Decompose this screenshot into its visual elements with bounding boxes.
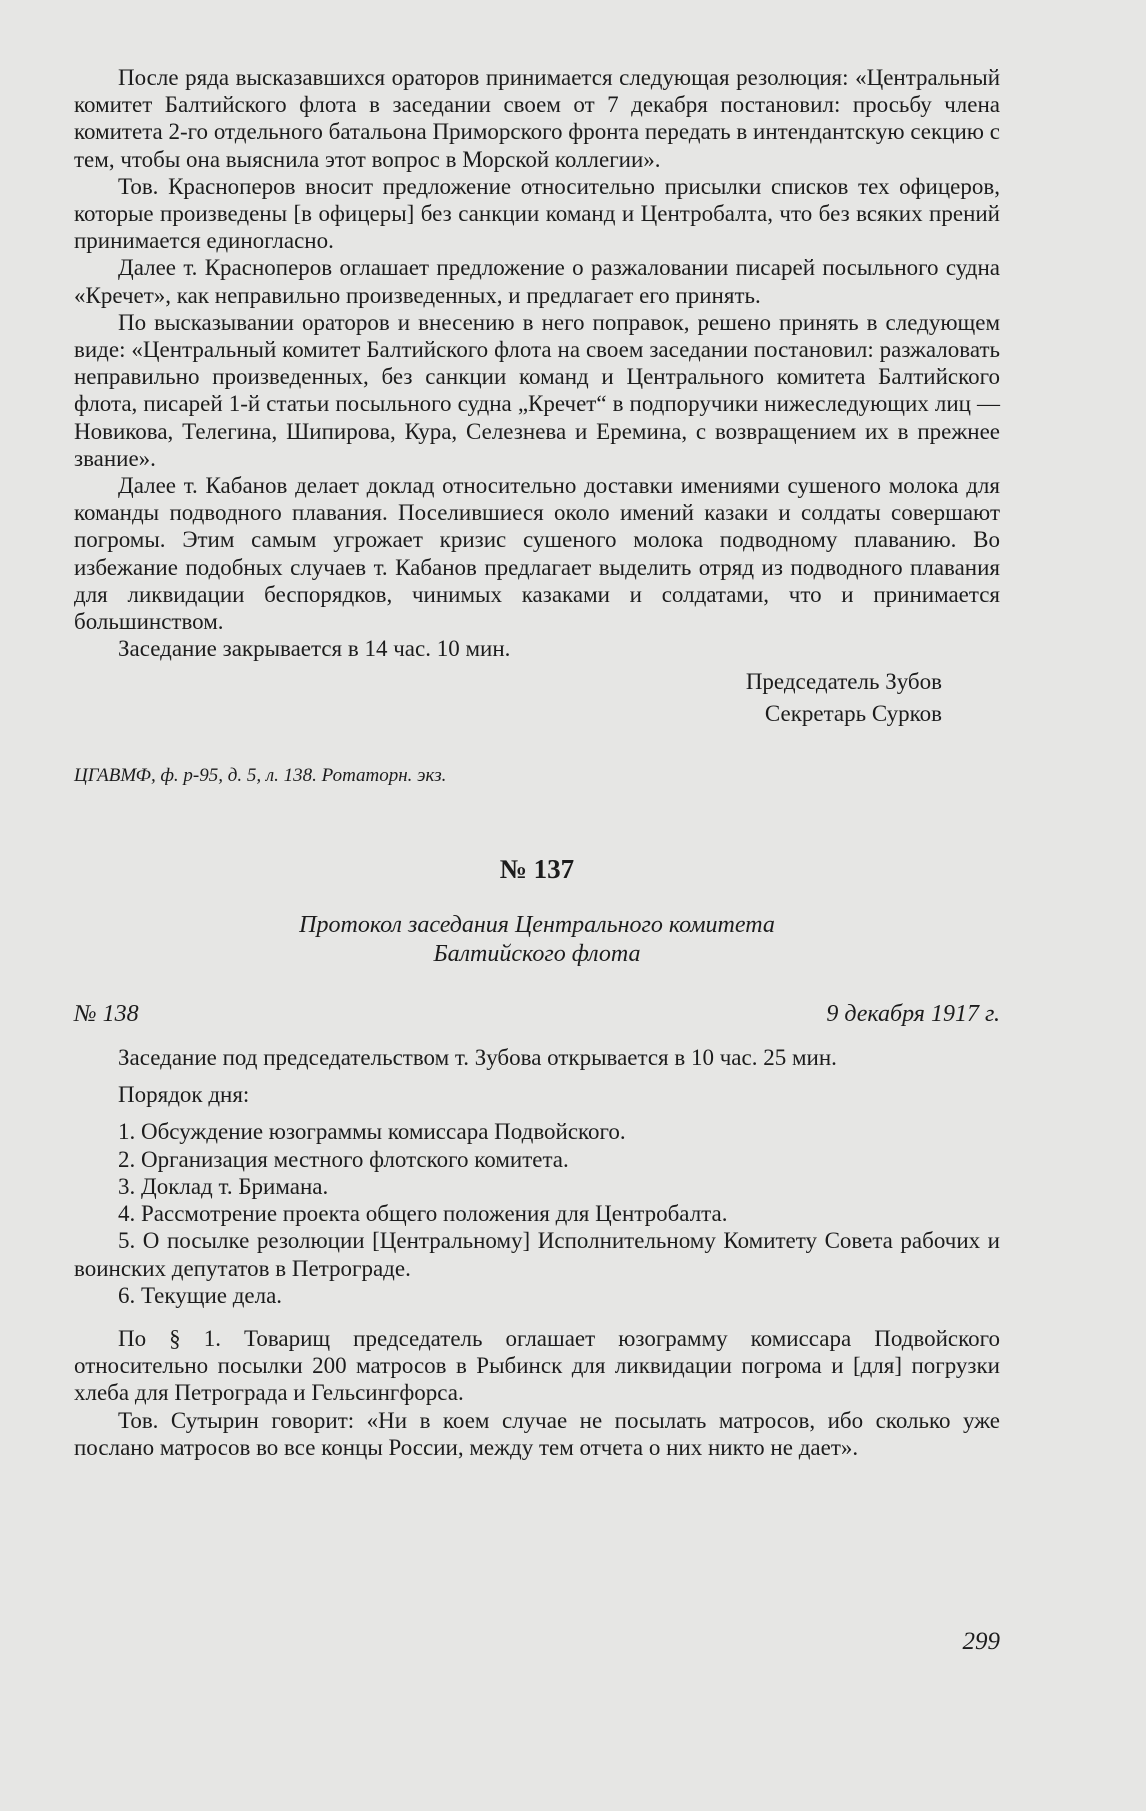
agenda-heading: Порядок дня: [118, 1082, 250, 1108]
signatures [74, 666, 942, 730]
chairman-signature: Председатель Зубов [745, 669, 942, 695]
document-title-line: Протокол заседания Центрального комитета [299, 911, 775, 938]
secretary-signature: Секретарь Сурков [764, 701, 942, 727]
agenda-item: 3. Доклад т. Бримана. [118, 1173, 329, 1199]
agenda-item: 6. Текущие дела. [118, 1282, 283, 1308]
page-content [74, 64, 1000, 1461]
agenda-item: 1. Обсуждение юзограммы комиссара Подвойского. [118, 1119, 626, 1145]
page-number: 299 [962, 1628, 1000, 1655]
paragraph: Заседание закрывается в 14 час. 10 мин. [118, 636, 511, 662]
agenda-item: 4. Рассмотрение проекта общего положения для Центробалта. [118, 1201, 728, 1227]
paragraph: Тов. Сутырин говорит: «Ни в коем случае не посылать матросов, ибо сколько уже послано матросов во все концы России, между тем отчета о них никто не дает». [74, 1407, 1000, 1460]
paragraph: После ряда высказавшихся ораторов принимается следующая резолюция: «Центральный комитет Балтийского флота в заседании своем от 7 декабря постановил: просьбу члена комитета 2-го отдельного батальона Приморского фронта передать в интендантскую секцию с тем, чтобы она выяснила этот вопрос в Морской коллегии». [74, 65, 1000, 172]
paragraph: По высказывании ораторов и внесению в него поправок, решено принять в следующем виде: «Центральный комитет Балтийского флота на своем заседании постановил: разжаловать неправильно произведенных, без санкции команд и Центрального комитета Балтийского флота, писарей 1-й статьи посыльного судна „Кречет“ в подпоручики нижеследующих лиц — Новикова, Телегина, Шипирова, Кура, Селезнева и Еремина, с возвращением их в прежнее звание». [74, 309, 1000, 471]
document-title [74, 911, 1000, 969]
agenda-item: 5. О посылке резолюции [Центральному] Исполнительному Комитету Совета рабочих и воинских депутатов в Петрограде. [74, 1228, 1000, 1281]
agenda-item: 2. Организация местного флотского комитета. [118, 1146, 569, 1172]
document-title-line: Балтийского флота [433, 940, 641, 967]
opening-paragraph: Заседание под председательством т. Зубова открывается в 10 час. 25 мин. [118, 1045, 837, 1071]
protocol-number: № 138 [74, 1000, 139, 1027]
paragraph: По § 1. Товарищ председатель оглашает юзограмму комиссара Подвойского относительно посылки 200 матросов в Рыбинск для ликвидации погрома и [для] погрузки хлеба для Петрограда и Гельсингфорса. [74, 1325, 1000, 1406]
document-number: № 137 [499, 853, 575, 884]
protocol-header [74, 1001, 1000, 1028]
paragraph: Далее т. Кабанов делает доклад относительно доставки имениями сушеного молока для команды подводного плавания. Поселившиеся около имений казаки и солдаты совершают погромы. Этим самым угрожает кризис сушеного молока подводному плаванию. Во избежание подобных случаев т. Кабанов предлагает выделить отряд из подводного плавания для ликвидации беспорядков, чинимых казаками и солдатами, что и принимается большинством. [74, 473, 1000, 635]
protocol-date: 9 декабря 1917 г. [826, 1000, 1000, 1027]
archive-reference: ЦГАВМФ, ф. р-95, д. 5, л. 138. Ротаторн. экз. [74, 765, 447, 787]
paragraph: Тов. Красноперов вносит предложение относительно присылки списков тех офицеров, которые произведены [в офицеры] без санкции команд и Центробалта, что без всяких прений принимается единогласно. [74, 173, 1000, 254]
paragraph: Далее т. Красноперов оглашает предложение о разжаловании писарей посыльного судна «Кречет», как неправильно произведенных, и предлагает его принять. [74, 255, 1000, 308]
